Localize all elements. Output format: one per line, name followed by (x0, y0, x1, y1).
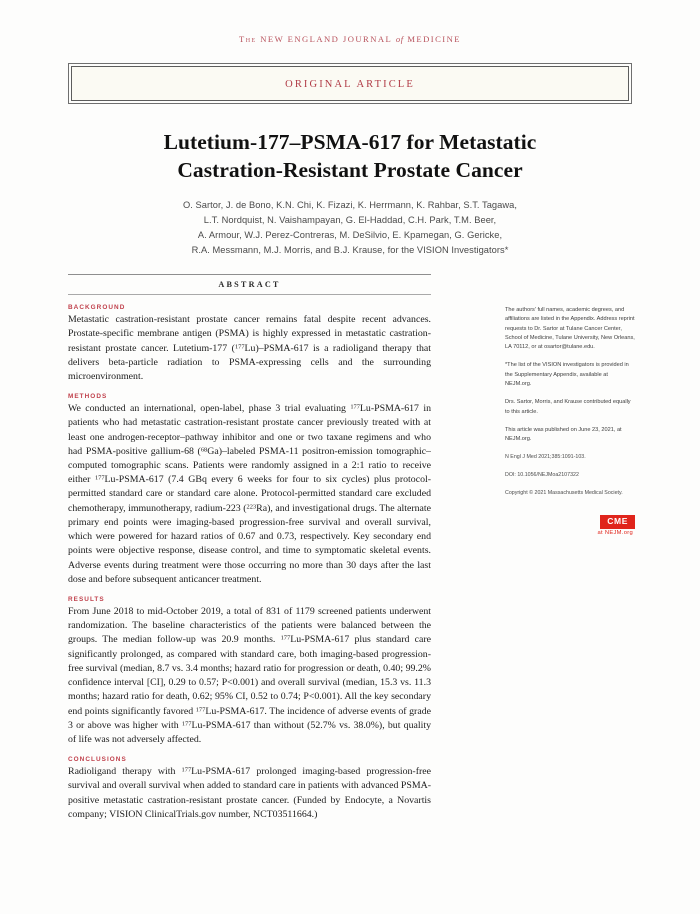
isotope-177lu-f: 177 (181, 720, 192, 728)
journal-masthead (0, 0, 700, 44)
article-title (95, 129, 605, 185)
section-label-conclusions: CONCLUSIONS (68, 756, 127, 764)
conclusions-part-2: Lu-PSMA-617 prolonged imaging-based progression-free survival and overall survival when added to standard care in patients with advanced PSMA-positive metastatic castration-resistant prostate cancer. (Funded by Endocyte, a Novartis company; VISION ClinicalTrials.gov number, NCT03511664.) (68, 766, 431, 820)
isotope-177lu-g: 177 (181, 766, 192, 774)
cme-badge-container[interactable] (505, 511, 635, 536)
isotope-177lu-c: 177 (94, 474, 105, 482)
isotope-68ga: 68 (200, 446, 208, 454)
masthead-journal-name: NEW ENGLAND JOURNAL (260, 34, 393, 44)
author-affiliation-note: The authors' full names, academic degrees, and affiliations are listed in the Appendix. Address reprint requests to Dr. Sartor at Tulane Cancer Center, School of Medicine, Tulane University, New Orleans, LA 70112, or at osartor@tulane.edu. (505, 307, 635, 351)
methods-part-3: Ga)–labeled PSMA-11 positron-emission tomographic–computed tomographic scans. Patients were randomly assigned in a 2:1 ratio to receive either (68, 445, 431, 486)
author-list (80, 198, 620, 258)
methods-part-2: Lu-PSMA-617 in patients who had metastatic castration-resistant prostate cancer previously treated with at least one androgen-receptor–pathway inhibitor and one or two taxane regimens and who had PSMA-positive gallium-68 ( (68, 403, 431, 457)
cme-badge[interactable]: CME (600, 515, 635, 529)
results-part-3: Lu-PSMA-617. The incidence of adverse events of grade 3 or above was higher with (68, 705, 431, 731)
author-line-2: L.T. Nordquist, N. Vaishampayan, G. El-Haddad, C.H. Park, T.M. Beer, (203, 214, 497, 225)
abstract-conclusions-text (68, 765, 431, 822)
abstract-rule-bottom (68, 294, 431, 295)
publication-date-note: This article was published on June 23, 2021, at NEJM.org. (505, 426, 622, 443)
article-type-label: ORIGINAL ARTICLE (285, 79, 415, 90)
section-label-methods: METHODS (68, 393, 108, 401)
abstract-header (68, 274, 431, 295)
cme-sublabel: at NEJM.org (597, 530, 633, 537)
background-part-2: Lu)–PSMA-617 is a radioligand therapy that delivers beta-particle radiation to PSMA-expressing cells and the surrounding microenvironment. (68, 342, 432, 382)
masthead-medicine: MEDICINE (407, 34, 461, 44)
results-part-4: Lu-PSMA-617 than without (52.7% vs. 38.0%), but quality of life was not adversely affected. (68, 719, 431, 745)
masthead-of: of (395, 34, 404, 44)
conclusions-part-1: Radioligand therapy with (68, 766, 182, 778)
vision-investigators-note: *The list of the VISION investigators is provided in the Supplementary Appendix, available at NEJM.org. (505, 362, 629, 388)
sidebar-notes-column (505, 306, 635, 536)
methods-part-5: Ra), and investigational drugs. The alternate primary end points were imaging-based progression-free survival and overall survival, which were powered for hazard ratios of 0.67 and 0.73, respectively. Key secondary end points were objective response, disease control, and time to symptomatic skeletal events. Adverse events during treatment were those occurring no more than 30 days after the last dose and before subsequent anticancer treatment. (68, 502, 431, 585)
copyright-line: Copyright © 2021 Massachusetts Medical Society. (505, 489, 623, 496)
isotope-177lu-e: 177 (195, 705, 206, 713)
isotope-177lu-b: 177 (350, 403, 360, 411)
results-part-2: Lu-PSMA-617 plus standard care significantly prolonged, as compared with standard care, both imaging-based progression-free survival (median, 8.7 vs. 3.4 months; hazard ratio for progression or death, 0.40; 99.2% confidence interval [CI], 0.29 to 0.57; P<0.001) and overall survival (median, 15.3 vs. 11.3 months; hazard ratio for death, 0.62; 95% CI, 0.52 to 0.74; P<0.001). All the key secondary end points significantly favored (68, 634, 432, 717)
isotope-177lu-a: 177 (234, 342, 245, 350)
author-line-4: R.A. Messmann, M.J. Morris, and B.J. Krause, for the VISION Investigators* (191, 245, 509, 256)
journal-citation: N Engl J Med 2021;385:1091-103. (505, 454, 586, 461)
masthead-the: The (239, 34, 257, 44)
abstract-column (68, 304, 431, 822)
isotope-177lu-d: 177 (280, 634, 291, 642)
article-title-line-1: Lutetium-177–PSMA-617 for Metastatic (163, 130, 537, 154)
author-line-1: O. Sartor, J. de Bono, K.N. Chi, K. Fizazi, K. Herrmann, K. Rahbar, S.T. Tagawa, (182, 199, 517, 210)
abstract-heading: ABSTRACT (218, 280, 281, 290)
results-part-1: From June 2018 to mid-October 2019, a total of 831 of 1179 screened patients underwent randomization. The baseline characteristics of the patients were balanced between the groups. The median follow-up was 20.9 months. (68, 606, 431, 646)
abstract-methods-text (68, 402, 431, 587)
background-part-1: Metastatic castration-resistant prostate cancer remains fatal despite recent advances. Prostate-specific membrane antigen (PSMA) is highly expressed in metastatic castration-resistant prostate cancer. Lutetium-177 ( (68, 314, 431, 354)
section-label-results: RESULTS (68, 596, 105, 603)
doi-line: DOI: 10.1056/NEJMoa2107322 (505, 472, 579, 479)
abstract-results-text (68, 605, 431, 747)
article-type-banner (68, 63, 632, 104)
equal-contribution-note: Drs. Sartor, Morris, and Krause contributed equally to this article. (505, 399, 631, 415)
abstract-background-text (68, 313, 431, 384)
methods-part-4: Lu-PSMA-617 (7.4 GBq every 6 weeks for four to six cycles) plus protocol-permitted standard care or standard care alone. Protocol-permitted standard care excluded chemotherapy, immunotherapy, radium-223 ( (68, 474, 432, 514)
article-title-line-2: Castration-Resistant Prostate Cancer (177, 157, 523, 182)
section-label-background: BACKGROUND (68, 304, 126, 312)
article-type-banner-inner (71, 66, 629, 101)
methods-part-1: We conducted an international, open-label, phase 3 trial evaluating (68, 403, 351, 415)
author-line-3: A. Armour, W.J. Perez-Contreras, M. DeSilvio, E. Kpamegan, G. Gericke, (197, 229, 503, 240)
isotope-223ra: 223 (246, 503, 257, 510)
